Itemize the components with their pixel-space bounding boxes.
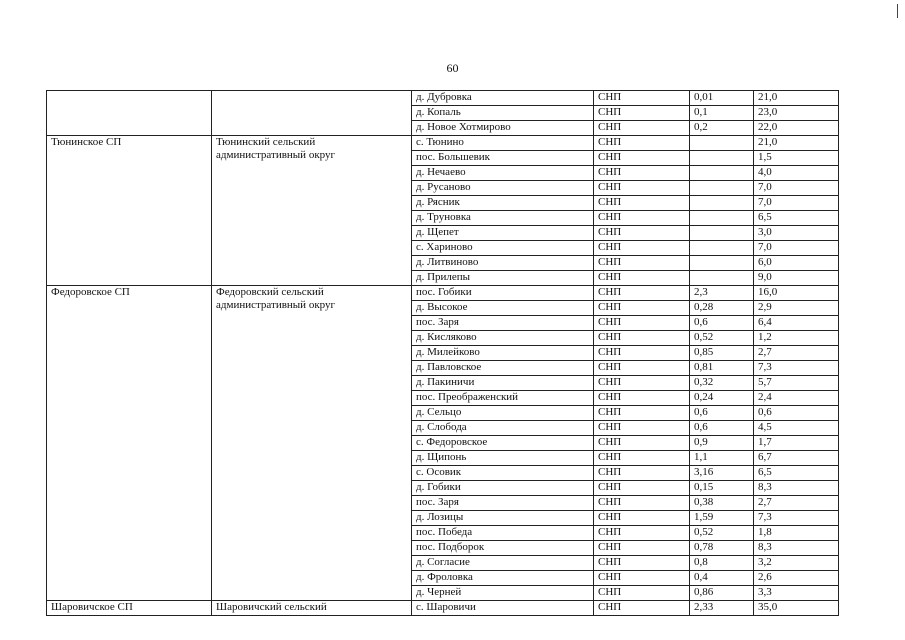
locality-name-cell: пос. Преображенский <box>412 391 594 406</box>
value-2-cell: 3,3 <box>754 586 839 601</box>
value-2-cell: 2,9 <box>754 301 839 316</box>
value-1-cell: 0,01 <box>690 91 754 106</box>
value-1-cell: 1,59 <box>690 511 754 526</box>
locality-name-cell: пос. Победа <box>412 526 594 541</box>
value-2-cell: 6,5 <box>754 211 839 226</box>
locality-type-cell: СНП <box>594 301 690 316</box>
admin-okrug-cell: Тюнинский сельский административный округ <box>212 136 412 286</box>
admin-okrug-cell: Федоровский сельский административный округ <box>212 286 412 601</box>
locality-type-cell: СНП <box>594 181 690 196</box>
value-1-cell: 0,52 <box>690 331 754 346</box>
value-1-cell <box>690 226 754 241</box>
locality-name-cell: пос. Большевик <box>412 151 594 166</box>
settlement-sp-cell: Шаровичское СП <box>47 601 212 616</box>
locality-name-cell: д. Милейково <box>412 346 594 361</box>
value-2-cell: 1,2 <box>754 331 839 346</box>
value-2-cell: 2,4 <box>754 391 839 406</box>
locality-type-cell: СНП <box>594 511 690 526</box>
locality-type-cell: СНП <box>594 91 690 106</box>
value-2-cell: 23,0 <box>754 106 839 121</box>
value-2-cell: 1,7 <box>754 436 839 451</box>
locality-type-cell: СНП <box>594 601 690 616</box>
locality-name-cell: д. Литвиново <box>412 256 594 271</box>
locality-type-cell: СНП <box>594 241 690 256</box>
value-2-cell: 4,0 <box>754 166 839 181</box>
locality-type-cell: СНП <box>594 196 690 211</box>
locality-name-cell: с. Хариново <box>412 241 594 256</box>
table-row <box>47 286 839 301</box>
value-1-cell: 0,85 <box>690 346 754 361</box>
value-2-cell: 7,3 <box>754 361 839 376</box>
value-2-cell: 3,0 <box>754 226 839 241</box>
locality-name-cell: пос. Заря <box>412 316 594 331</box>
locality-type-cell: СНП <box>594 166 690 181</box>
locality-type-cell: СНП <box>594 211 690 226</box>
value-2-cell: 2,6 <box>754 571 839 586</box>
value-1-cell <box>690 196 754 211</box>
value-2-cell: 7,3 <box>754 511 839 526</box>
locality-name-cell: пос. Заря <box>412 496 594 511</box>
locality-type-cell: СНП <box>594 226 690 241</box>
locality-type-cell: СНП <box>594 406 690 421</box>
value-2-cell: 22,0 <box>754 121 839 136</box>
page-number: 60 <box>446 61 459 75</box>
value-2-cell: 35,0 <box>754 601 839 616</box>
settlement-sp-cell: Тюнинское СП <box>47 136 212 286</box>
value-2-cell: 8,3 <box>754 481 839 496</box>
value-1-cell: 0,6 <box>690 316 754 331</box>
locality-type-cell: СНП <box>594 346 690 361</box>
value-1-cell: 2,3 <box>690 286 754 301</box>
locality-name-cell: д. Согласие <box>412 556 594 571</box>
settlements-table <box>46 90 839 616</box>
value-2-cell: 5,7 <box>754 376 839 391</box>
locality-type-cell: СНП <box>594 586 690 601</box>
value-1-cell: 0,86 <box>690 586 754 601</box>
locality-type-cell: СНП <box>594 571 690 586</box>
value-1-cell <box>690 166 754 181</box>
locality-name-cell: д. Прилепы <box>412 271 594 286</box>
value-1-cell: 0,15 <box>690 481 754 496</box>
locality-type-cell: СНП <box>594 136 690 151</box>
value-1-cell <box>690 241 754 256</box>
value-1-cell: 0,9 <box>690 436 754 451</box>
value-1-cell: 0,4 <box>690 571 754 586</box>
locality-name-cell: д. Копаль <box>412 106 594 121</box>
value-1-cell: 0,32 <box>690 376 754 391</box>
locality-type-cell: СНП <box>594 286 690 301</box>
value-1-cell <box>690 181 754 196</box>
locality-name-cell: д. Кисляково <box>412 331 594 346</box>
value-2-cell: 1,5 <box>754 151 839 166</box>
locality-name-cell: д. Лозицы <box>412 511 594 526</box>
locality-name-cell: д. Слобода <box>412 421 594 436</box>
locality-type-cell: СНП <box>594 361 690 376</box>
value-1-cell: 3,16 <box>690 466 754 481</box>
value-1-cell: 0,2 <box>690 121 754 136</box>
value-2-cell: 16,0 <box>754 286 839 301</box>
value-2-cell: 6,0 <box>754 256 839 271</box>
value-1-cell <box>690 151 754 166</box>
value-2-cell: 6,5 <box>754 466 839 481</box>
value-1-cell: 0,28 <box>690 301 754 316</box>
value-1-cell <box>690 256 754 271</box>
locality-type-cell: СНП <box>594 436 690 451</box>
table-row <box>47 601 839 616</box>
value-2-cell: 7,0 <box>754 196 839 211</box>
locality-type-cell: СНП <box>594 106 690 121</box>
locality-name-cell: д. Труновка <box>412 211 594 226</box>
settlement-sp-cell <box>47 91 212 136</box>
margin-mark <box>897 4 898 18</box>
locality-name-cell: д. Сельцо <box>412 406 594 421</box>
locality-name-cell: д. Высокое <box>412 301 594 316</box>
locality-type-cell: СНП <box>594 271 690 286</box>
value-1-cell: 0,78 <box>690 541 754 556</box>
locality-name-cell: д. Пакиничи <box>412 376 594 391</box>
value-2-cell: 9,0 <box>754 271 839 286</box>
locality-name-cell: д. Щипонь <box>412 451 594 466</box>
value-2-cell: 1,8 <box>754 526 839 541</box>
value-1-cell: 2,33 <box>690 601 754 616</box>
value-1-cell: 0,81 <box>690 361 754 376</box>
value-1-cell: 0,6 <box>690 406 754 421</box>
value-2-cell: 2,7 <box>754 346 839 361</box>
locality-name-cell: д. Рясник <box>412 196 594 211</box>
locality-type-cell: СНП <box>594 331 690 346</box>
value-2-cell: 21,0 <box>754 136 839 151</box>
value-1-cell: 0,1 <box>690 106 754 121</box>
value-2-cell: 7,0 <box>754 241 839 256</box>
value-2-cell: 21,0 <box>754 91 839 106</box>
value-2-cell: 7,0 <box>754 181 839 196</box>
locality-type-cell: СНП <box>594 496 690 511</box>
value-1-cell <box>690 271 754 286</box>
settlement-sp-cell: Федоровское СП <box>47 286 212 601</box>
locality-type-cell: СНП <box>594 556 690 571</box>
locality-name-cell: д. Русаново <box>412 181 594 196</box>
locality-type-cell: СНП <box>594 391 690 406</box>
locality-name-cell: пос. Гобики <box>412 286 594 301</box>
locality-type-cell: СНП <box>594 481 690 496</box>
locality-name-cell: с. Шаровичи <box>412 601 594 616</box>
value-1-cell: 1,1 <box>690 451 754 466</box>
locality-name-cell: д. Дубровка <box>412 91 594 106</box>
locality-type-cell: СНП <box>594 151 690 166</box>
locality-type-cell: СНП <box>594 526 690 541</box>
value-2-cell: 6,4 <box>754 316 839 331</box>
locality-name-cell: с. Тюнино <box>412 136 594 151</box>
value-2-cell: 2,7 <box>754 496 839 511</box>
value-1-cell: 0,38 <box>690 496 754 511</box>
value-2-cell: 4,5 <box>754 421 839 436</box>
value-1-cell <box>690 136 754 151</box>
value-2-cell: 3,2 <box>754 556 839 571</box>
locality-name-cell: д. Гобики <box>412 481 594 496</box>
value-1-cell: 0,8 <box>690 556 754 571</box>
value-1-cell: 0,6 <box>690 421 754 436</box>
table-row <box>47 136 839 151</box>
value-2-cell: 8,3 <box>754 541 839 556</box>
locality-type-cell: СНП <box>594 376 690 391</box>
locality-name-cell: д. Нечаево <box>412 166 594 181</box>
table-row <box>47 91 839 106</box>
value-2-cell: 0,6 <box>754 406 839 421</box>
locality-type-cell: СНП <box>594 421 690 436</box>
value-1-cell: 0,52 <box>690 526 754 541</box>
locality-name-cell: пос. Подборок <box>412 541 594 556</box>
admin-okrug-cell <box>212 91 412 136</box>
admin-okrug-cell: Шаровичский сельский <box>212 601 412 616</box>
locality-type-cell: СНП <box>594 316 690 331</box>
locality-type-cell: СНП <box>594 121 690 136</box>
value-1-cell: 0,24 <box>690 391 754 406</box>
table-body <box>47 91 839 616</box>
locality-type-cell: СНП <box>594 256 690 271</box>
value-1-cell <box>690 211 754 226</box>
locality-name-cell: д. Новое Хотмирово <box>412 121 594 136</box>
locality-name-cell: д. Фроловка <box>412 571 594 586</box>
locality-type-cell: СНП <box>594 466 690 481</box>
value-2-cell: 6,7 <box>754 451 839 466</box>
locality-name-cell: д. Черней <box>412 586 594 601</box>
locality-name-cell: д. Павловское <box>412 361 594 376</box>
locality-name-cell: д. Щепет <box>412 226 594 241</box>
locality-name-cell: с. Осовик <box>412 466 594 481</box>
locality-type-cell: СНП <box>594 541 690 556</box>
locality-type-cell: СНП <box>594 451 690 466</box>
locality-name-cell: с. Федоровское <box>412 436 594 451</box>
